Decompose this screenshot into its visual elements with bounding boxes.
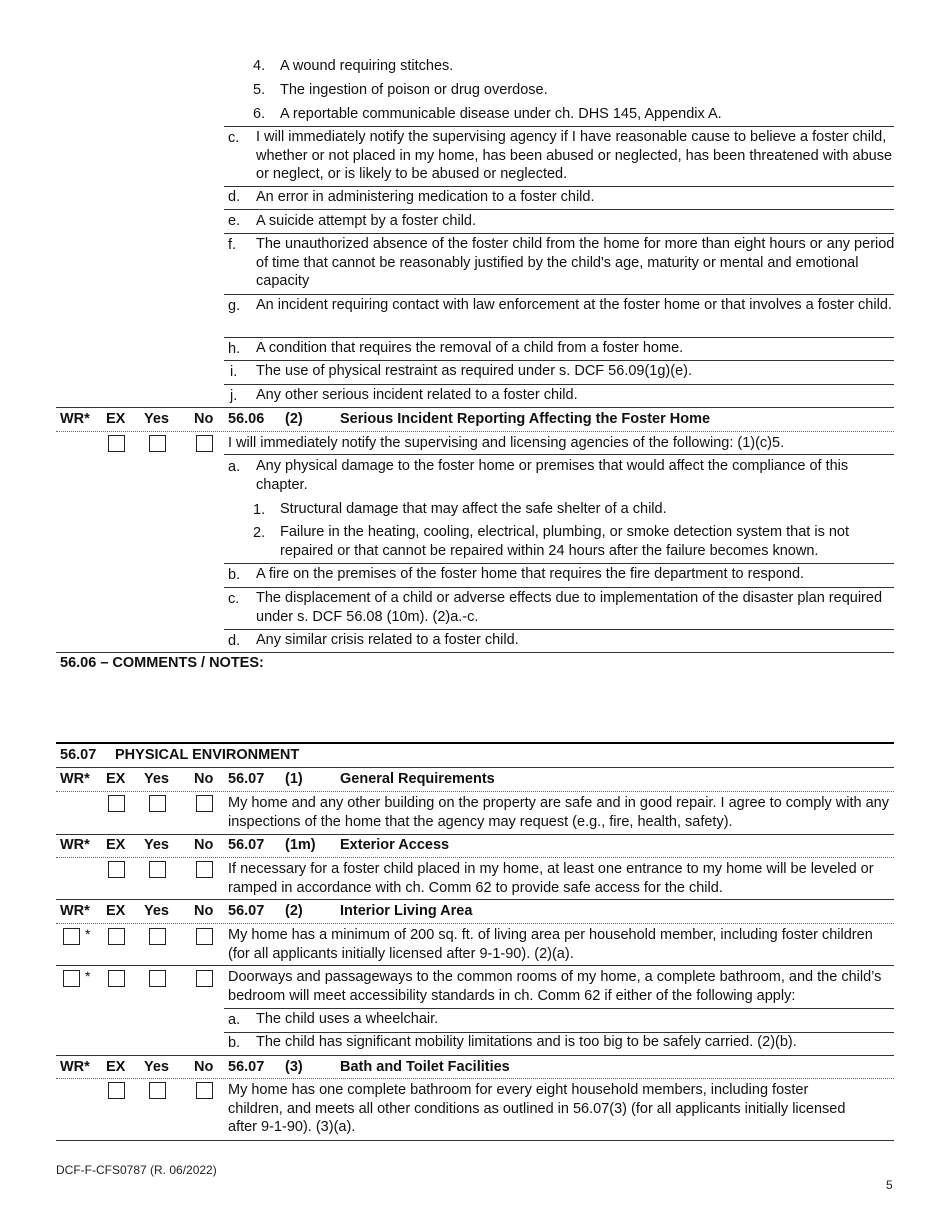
no-checkbox[interactable] bbox=[196, 861, 213, 878]
item-text: An incident requiring contact with law enforcement at the foster home or that involves a foster child. bbox=[256, 297, 892, 313]
divider bbox=[56, 965, 894, 966]
divider bbox=[56, 1140, 894, 1141]
divider bbox=[56, 834, 894, 835]
item-letter: g. bbox=[228, 298, 241, 314]
section-title: Exterior Access bbox=[340, 837, 450, 853]
divider bbox=[224, 209, 894, 210]
no-checkbox[interactable] bbox=[196, 928, 213, 945]
col-header-yes: Yes bbox=[144, 1059, 169, 1075]
divider bbox=[224, 294, 894, 295]
divider bbox=[224, 563, 894, 564]
section-title: Bath and Toilet Facilities bbox=[340, 1059, 510, 1075]
requirement-text: I will immediately notify the supervising and licensing agencies of the following: (1)(c)5. bbox=[228, 435, 785, 451]
section-divider bbox=[56, 742, 894, 744]
no-checkbox[interactable] bbox=[196, 435, 213, 452]
divider bbox=[56, 1078, 894, 1079]
col-header-yes: Yes bbox=[144, 411, 169, 427]
list-item-text: A wound requiring stitches. bbox=[280, 58, 454, 74]
section-code: 56.07 bbox=[228, 837, 265, 853]
item-letter: a. bbox=[228, 459, 241, 475]
item-letter: f. bbox=[228, 237, 237, 253]
col-header-ex: EX bbox=[106, 771, 126, 787]
list-number: 4. bbox=[253, 58, 266, 74]
section-subsection: (1) bbox=[285, 771, 303, 787]
divider bbox=[224, 454, 894, 455]
section-subsection: (1m) bbox=[285, 837, 316, 853]
col-header-no: No bbox=[194, 1059, 214, 1075]
col-header-ex: EX bbox=[106, 903, 126, 919]
col-header-wr: WR* bbox=[60, 771, 90, 787]
section-subsection: (2) bbox=[285, 411, 303, 427]
list-item-text: The ingestion of poison or drug overdose. bbox=[280, 82, 548, 98]
item-text: The child uses a wheelchair. bbox=[256, 1011, 439, 1027]
ex-checkbox[interactable] bbox=[108, 970, 125, 987]
list-number: 6. bbox=[253, 106, 266, 122]
item-letter: e. bbox=[228, 213, 241, 229]
section-title: Serious Incident Reporting Affecting the Foster Home bbox=[340, 411, 711, 427]
requirement-text: My home and any other building on the property are safe and in good repair. I agree to comply with any inspections of the home that the agency may request (e.g., fire, health, safety). bbox=[228, 795, 889, 830]
col-header-no: No bbox=[194, 837, 214, 853]
yes-checkbox[interactable] bbox=[149, 861, 166, 878]
col-header-wr: WR* bbox=[60, 411, 90, 427]
waiver-asterisk: * bbox=[85, 968, 91, 984]
col-header-wr: WR* bbox=[60, 837, 90, 853]
item-letter: c. bbox=[228, 130, 240, 146]
divider bbox=[224, 587, 894, 588]
section-code: 56.07 bbox=[228, 1059, 265, 1075]
list-item-text: Failure in the heating, cooling, electrical, plumbing, or smoke detection system that is not repaired or that cannot be repaired within 24 hours after the failure becomes known. bbox=[280, 524, 850, 559]
item-letter: d. bbox=[228, 189, 241, 205]
comments-area[interactable] bbox=[56, 675, 894, 737]
requirement-text: If necessary for a foster child placed in my home, at least one entrance to my home will be leveled or ramped in accordance with ch. Comm 62 to provide safe access for the child. bbox=[228, 861, 874, 896]
divider bbox=[56, 407, 894, 408]
col-header-ex: EX bbox=[106, 411, 126, 427]
col-header-yes: Yes bbox=[144, 837, 169, 853]
ex-checkbox[interactable] bbox=[108, 435, 125, 452]
list-number: 2. bbox=[253, 525, 266, 541]
col-header-ex: EX bbox=[106, 837, 126, 853]
divider bbox=[56, 431, 894, 432]
list-number: 1. bbox=[253, 502, 266, 518]
requirement-text: Doorways and passageways to the common rooms of my home, a complete bathroom, and the child’s bedroom will meet accessibility standards in ch. Comm 62 if either of the following apply: bbox=[228, 969, 882, 1004]
section-code: 56.07 bbox=[60, 747, 97, 763]
item-letter: b. bbox=[228, 1035, 241, 1051]
divider bbox=[224, 629, 894, 630]
item-letter: j. bbox=[230, 388, 238, 404]
divider bbox=[224, 186, 894, 187]
yes-checkbox[interactable] bbox=[149, 435, 166, 452]
section-code: 56.06 bbox=[228, 411, 265, 427]
item-text: The child has significant mobility limitations and is too big to be safely carried. (2)(b). bbox=[256, 1034, 797, 1050]
divider bbox=[56, 923, 894, 924]
comments-label: 56.06 – COMMENTS / NOTES: bbox=[60, 655, 264, 671]
requirement-text: My home has a minimum of 200 sq. ft. of living area per household member, including foster children (for all applicants initially licensed after 9-1-90). (2)(a). bbox=[228, 927, 873, 962]
wr-checkbox[interactable] bbox=[63, 928, 80, 945]
item-letter: d. bbox=[228, 633, 241, 649]
item-text: Any other serious incident related to a foster child. bbox=[256, 387, 578, 403]
ex-checkbox[interactable] bbox=[108, 795, 125, 812]
divider bbox=[56, 1055, 894, 1056]
ex-checkbox[interactable] bbox=[108, 928, 125, 945]
col-header-wr: WR* bbox=[60, 1059, 90, 1075]
requirement-text: My home has one complete bathroom for every eight household members, including foster children, and meets all other conditions as outlined in 56.07(3) (for all applicants initially licensed after 9-1-90). (3)(a). bbox=[228, 1082, 846, 1135]
yes-checkbox[interactable] bbox=[149, 928, 166, 945]
item-text: I will immediately notify the supervising agency if I have reasonable cause to believe a foster child, whether or not placed in my home, has been abused or neglected, has been threatened with abuse or neglect, or is likely to be abused or neglected. bbox=[256, 129, 893, 182]
divider bbox=[56, 767, 894, 768]
item-letter: a. bbox=[228, 1012, 241, 1028]
section-code: 56.07 bbox=[228, 903, 265, 919]
section-title: General Requirements bbox=[340, 771, 495, 787]
wr-checkbox[interactable] bbox=[63, 970, 80, 987]
col-header-wr: WR* bbox=[60, 903, 90, 919]
col-header-no: No bbox=[194, 411, 214, 427]
divider bbox=[224, 360, 894, 361]
divider bbox=[224, 337, 894, 338]
item-text: The use of physical restraint as required under s. DCF 56.09(1g)(e). bbox=[256, 363, 693, 379]
yes-checkbox[interactable] bbox=[149, 795, 166, 812]
col-header-ex: EX bbox=[106, 1059, 126, 1075]
list-item-text: Structural damage that may affect the safe shelter of a child. bbox=[280, 501, 667, 517]
yes-checkbox[interactable] bbox=[149, 970, 166, 987]
divider bbox=[56, 652, 894, 653]
col-header-yes: Yes bbox=[144, 903, 169, 919]
form-number: DCF-F-CFS0787 (R. 06/2022) bbox=[56, 1163, 217, 1177]
list-item-text: A reportable communicable disease under ch. DHS 145, Appendix A. bbox=[280, 106, 722, 122]
item-text: The unauthorized absence of the foster child from the home for more than eight hours or any period of time that cannot be reasonably justified by the child's age, maturity or mental and emotional capacity bbox=[256, 236, 895, 289]
no-checkbox[interactable] bbox=[196, 795, 213, 812]
col-header-no: No bbox=[194, 903, 214, 919]
section-title: Interior Living Area bbox=[340, 903, 473, 919]
page-number: 5 bbox=[886, 1178, 893, 1192]
item-text: The displacement of a child or adverse effects due to implementation of the disaster plan required under s. DCF 56.08 (10m). (2)a.-c. bbox=[256, 590, 883, 625]
ex-checkbox[interactable] bbox=[108, 1082, 125, 1099]
item-text: A fire on the premises of the foster home that requires the fire department to respond. bbox=[256, 566, 805, 582]
list-number: 5. bbox=[253, 82, 266, 98]
section-title: PHYSICAL ENVIRONMENT bbox=[115, 747, 300, 763]
col-header-no: No bbox=[194, 771, 214, 787]
divider bbox=[224, 233, 894, 234]
divider bbox=[224, 126, 894, 127]
waiver-asterisk: * bbox=[85, 926, 91, 942]
section-subsection: (2) bbox=[285, 903, 303, 919]
item-letter: c. bbox=[228, 591, 240, 607]
item-text: An error in administering medication to a foster child. bbox=[256, 189, 595, 205]
divider bbox=[56, 857, 894, 858]
section-subsection: (3) bbox=[285, 1059, 303, 1075]
yes-checkbox[interactable] bbox=[149, 1082, 166, 1099]
divider bbox=[224, 1008, 894, 1009]
divider bbox=[224, 384, 894, 385]
item-letter: b. bbox=[228, 567, 241, 583]
col-header-yes: Yes bbox=[144, 771, 169, 787]
item-text: A suicide attempt by a foster child. bbox=[256, 213, 477, 229]
section-code: 56.07 bbox=[228, 771, 265, 787]
item-text: Any physical damage to the foster home or premises that would affect the compliance of this chapter. bbox=[256, 458, 849, 493]
no-checkbox[interactable] bbox=[196, 970, 213, 987]
ex-checkbox[interactable] bbox=[108, 861, 125, 878]
item-text: Any similar crisis related to a foster child. bbox=[256, 632, 519, 648]
item-text: A condition that requires the removal of a child from a foster home. bbox=[256, 340, 684, 356]
divider bbox=[56, 899, 894, 900]
no-checkbox[interactable] bbox=[196, 1082, 213, 1099]
divider bbox=[56, 791, 894, 792]
item-letter: i. bbox=[230, 364, 238, 380]
item-letter: h. bbox=[228, 341, 241, 357]
